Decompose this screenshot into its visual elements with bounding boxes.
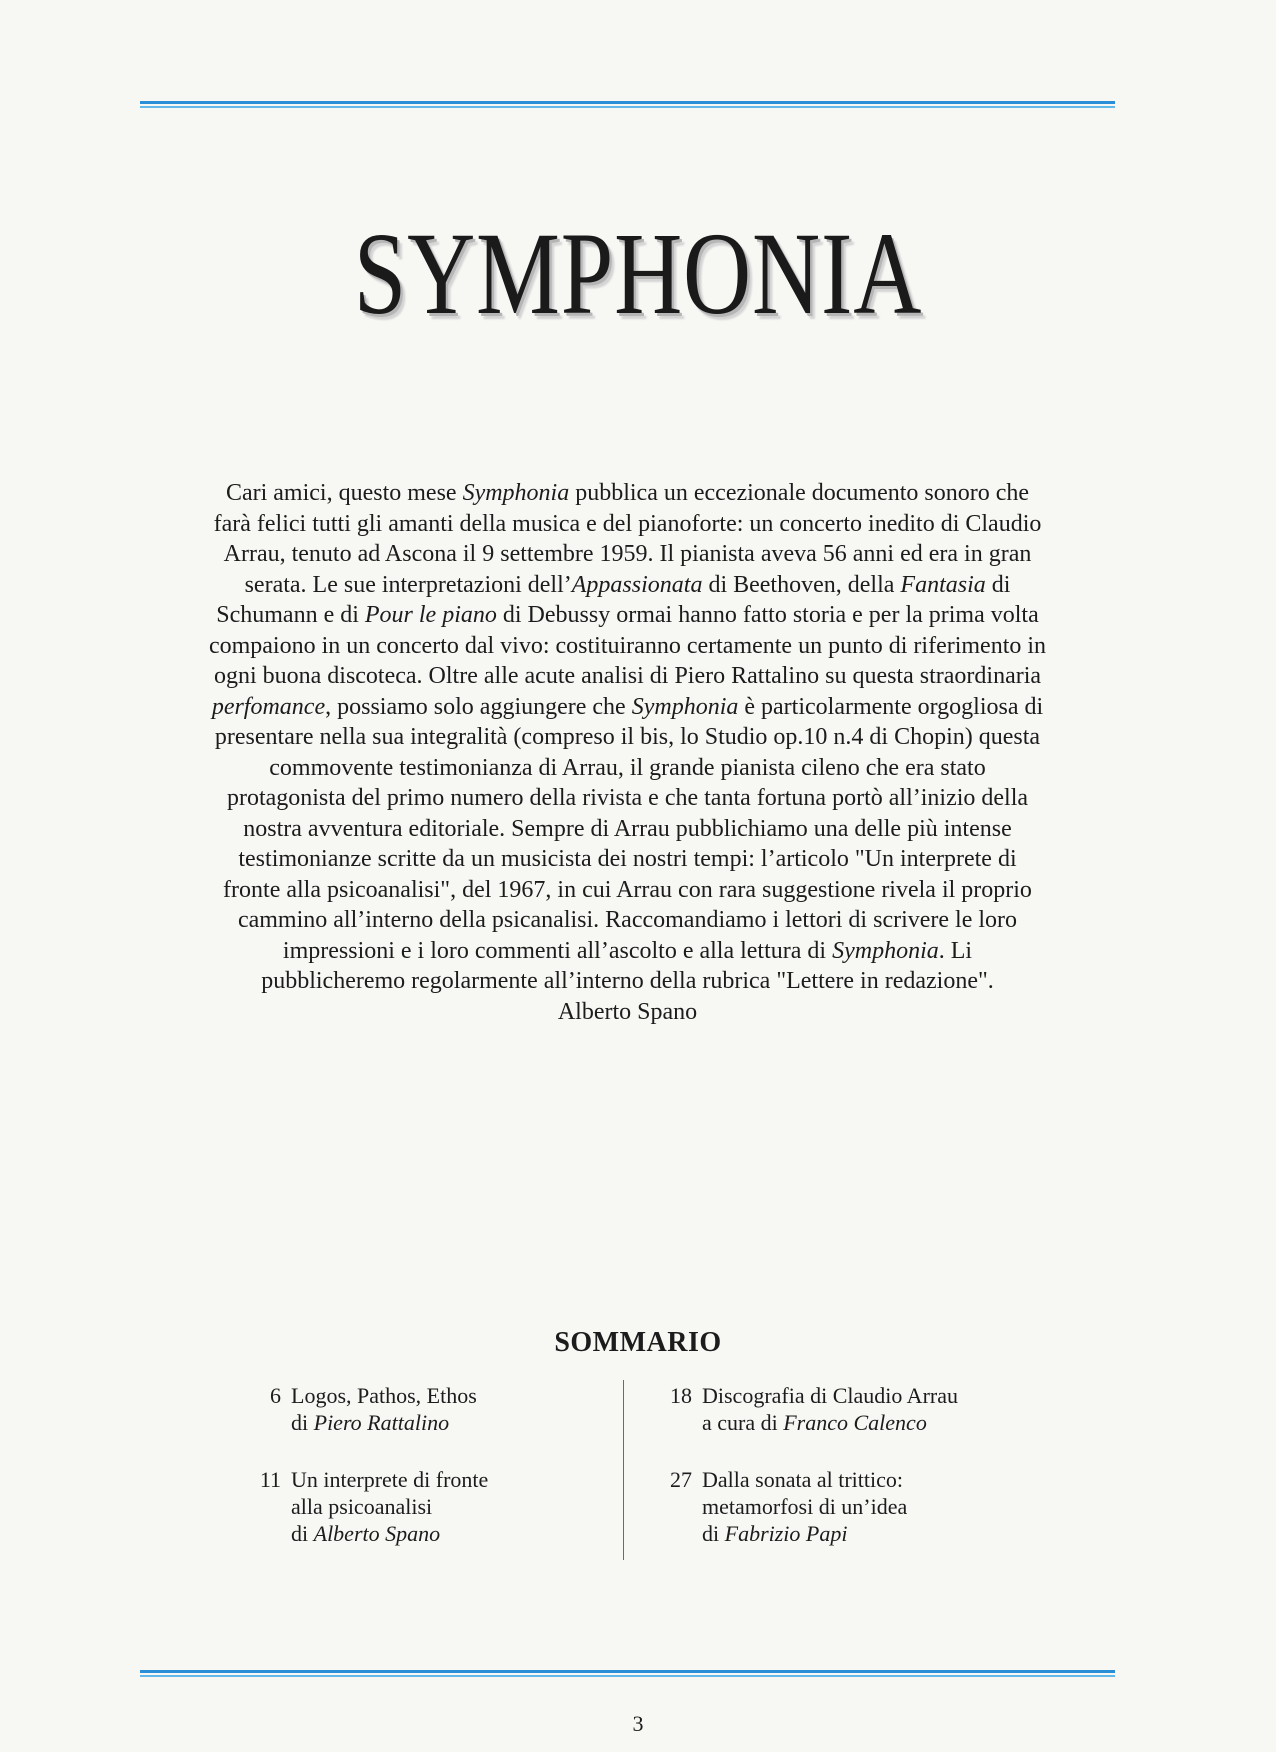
toc-title-line: alla psicoanalisi	[291, 1494, 433, 1519]
editorial-italic: Symphonia	[462, 480, 570, 506]
toc-author-prefix: di	[702, 1521, 725, 1546]
editorial-line: serata. Le sue interpretazioni dell’Appassionata di Beethoven, della Fantasia di	[244, 571, 1011, 598]
toc-page-number: 18	[670, 1383, 692, 1408]
editorial-line: Arrau, tenuto ad Ascona il 9 settembre 1959. Il pianista aveva 56 anni ed era in gran	[223, 541, 1032, 567]
editorial-italic: Symphonia	[832, 937, 939, 964]
toc-title-line: Logos, Pathos, Ethos	[291, 1383, 477, 1408]
top-rule	[140, 101, 1115, 108]
toc-title-line: Discografia di Claudio Arrau	[702, 1383, 958, 1408]
editorial-body	[140, 478, 1115, 997]
toc-page-number: 6	[270, 1383, 281, 1408]
toc-title-line: Un interprete di fronte	[291, 1467, 489, 1492]
toc-author-line	[702, 1520, 907, 1547]
editorial-line: nostra avventura editoriale. Sempre di Arrau pubblichiamo una delle più intense	[243, 815, 1012, 842]
toc-author-prefix: di	[291, 1410, 314, 1435]
toc-title-line: Dalla sonata al trittico:	[702, 1467, 903, 1492]
toc-author: Franco Calenco	[783, 1410, 927, 1435]
masthead-title: SYMPHONIA	[353, 208, 923, 339]
editorial-line: presentare nella sua integralità (compreso il bis, lo Studio op.10 n.4 di Chopin) questa	[214, 724, 1041, 750]
toc-author-line	[291, 1409, 477, 1436]
editorial-signature: Alberto Spano	[557, 998, 698, 1025]
editorial-line: perfomance, possiamo solo aggiungere che Symphonia è particolarmente orgogliosa di	[211, 693, 1044, 720]
editorial-line: Schumann e di Pour le piano di Debussy ormai hanno fatto storia e per la prima volta	[216, 602, 1039, 628]
page-number: 3	[632, 1711, 644, 1736]
editorial-line: impressioni e i loro commenti all’ascolto e alla lettura di Symphonia. Li	[282, 937, 973, 964]
editorial-italic: perfomance	[211, 693, 326, 720]
editorial-italic: Fantasia	[900, 571, 986, 598]
toc-author-prefix: di	[291, 1521, 314, 1546]
editorial-line: protagonista del primo numero della rivista e che tanta fortuna portò all’inizio della	[226, 785, 1029, 811]
toc-page-number: 27	[670, 1467, 692, 1492]
editorial-line: fronte alla psicoanalisi", del 1967, in cui Arrau con rara suggestione rivela il proprio	[223, 876, 1032, 903]
editorial-line: farà felici tutti gli amanti della musica e del pianoforte: un concerto inedito di Claudio	[213, 510, 1042, 537]
sommario-heading: SOMMARIO	[554, 1327, 722, 1358]
toc-author: Fabrizio Papi	[724, 1521, 848, 1546]
editorial-line: compaiono in un concerto dal vivo: costituiranno certamente un punto di riferimento in	[208, 632, 1047, 659]
editorial-line: commovente testimonianza di Arrau, il grande pianista cileno che era stato	[269, 754, 986, 781]
toc-text	[291, 1466, 488, 1547]
toc-text	[702, 1466, 907, 1547]
editorial-italic: Symphonia	[631, 693, 739, 720]
editorial-line: pubblicheremo regolarmente all’interno della rubrica "Lettere in redazione".	[261, 968, 994, 994]
toc-author-line	[702, 1409, 958, 1436]
editorial-italic: Pour le piano	[364, 602, 497, 628]
editorial-line: Cari amici, questo mese Symphonia pubblica un eccezionale documento sonoro che	[225, 480, 1030, 506]
editorial-italic: Appassionata	[571, 571, 703, 598]
toc-page-number: 11	[259, 1467, 281, 1492]
toc-author: Alberto Spano	[313, 1521, 441, 1546]
editorial-line: cammino all’interno della psicanalisi. Raccomandiamo i lettori di scrivere le loro	[237, 907, 1018, 933]
toc-author-line	[291, 1520, 488, 1547]
bottom-rule	[140, 1670, 1115, 1677]
editorial-line: ogni buona discoteca. Oltre alle acute analisi di Piero Rattalino su questa straordinaria	[213, 663, 1042, 689]
toc-author-prefix: a cura di	[702, 1410, 784, 1435]
toc-divider	[623, 1380, 624, 1560]
editorial-line: testimonianze scritte da un musicista dei nostri tempi: l’articolo "Un interprete di	[238, 846, 1017, 872]
toc-text	[291, 1382, 477, 1436]
editorial-text	[140, 478, 1115, 1027]
toc-text	[702, 1382, 958, 1436]
toc-title-line: metamorfosi di un’idea	[702, 1494, 908, 1519]
toc-author: Piero Rattalino	[313, 1410, 450, 1435]
